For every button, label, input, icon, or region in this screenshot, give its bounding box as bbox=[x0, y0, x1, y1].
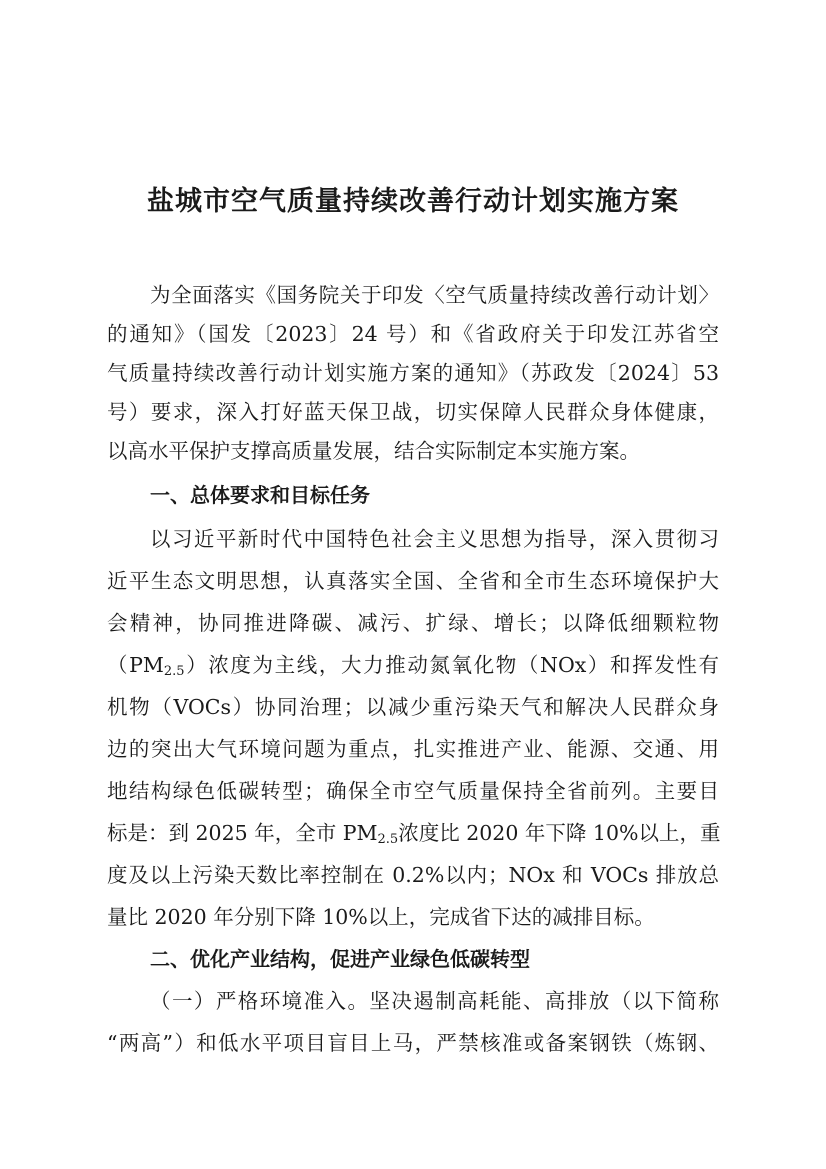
intro-line-3: 气质量持续改善行动计划实施方案的通知》（苏政发〔2024〕53 bbox=[107, 361, 719, 385]
section-1-line-5: 机物（VOCs）协同治理；以减少重污染天气和解决人民群众身 bbox=[107, 695, 719, 719]
pm-suffix: 浓度比 2020 年下降 10%以上，重 bbox=[398, 821, 721, 845]
pm-prefix: 标是：到 2025 年，全市 PM bbox=[107, 821, 378, 845]
section-1-line-1: 以习近平新时代中国特色社会主义思想为指导，深入贯彻习 bbox=[150, 527, 719, 551]
pm-subscript: 2.5 bbox=[377, 832, 399, 847]
section-1-line-7: 地结构绿色低碳转型；确保全市空气质量保持全省前列。主要目 bbox=[107, 779, 719, 803]
section-2-line-2: “两高”）和低水平项目盲目上马，严禁核准或备案钢铁（炼钢、 bbox=[107, 1031, 719, 1055]
section-1-line-8 bbox=[107, 815, 719, 851]
intro-line-2: 的通知》（国发〔2023〕24 号）和《省政府关于印发江苏省空 bbox=[107, 322, 719, 346]
intro-line-5: 以高水平保护支撑高质量发展，结合实际制定本实施方案。 bbox=[107, 439, 640, 463]
section-1-line-10: 量比 2020 年分别下降 10%以上，完成省下达的减排目标。 bbox=[107, 905, 655, 929]
intro-line-4: 号）要求，深入打好蓝天保卫战，切实保障人民群众身体健康， bbox=[107, 400, 719, 424]
section-1-line-2: 近平生态文明思想，认真落实全国、全省和全市生态环境保护大 bbox=[107, 569, 719, 593]
section-2-heading: 二、优化产业结构，促进产业绿色低碳转型 bbox=[150, 947, 530, 971]
section-2-line-1: （一）严格环境准入。坚决遏制高耗能、高排放（以下简称 bbox=[150, 989, 719, 1013]
section-1-line-6: 边的突出大气环境问题为重点，扎实推进产业、能源、交通、用 bbox=[107, 737, 719, 761]
section-1-line-4 bbox=[107, 647, 719, 683]
pm-prefix: （PM bbox=[107, 653, 164, 677]
intro-line-1: 为全面落实《国务院关于印发〈空气质量持续改善行动计划〉 bbox=[150, 283, 719, 307]
pm-suffix: ）浓度为主线，大力推动氮氧化物（NOx）和挥发性有 bbox=[184, 653, 719, 677]
section-1-line-9: 度及以上污染天数比率控制在 0.2%以内；NOx 和 VOCs 排放总 bbox=[107, 863, 719, 887]
section-1-heading: 一、总体要求和目标任务 bbox=[150, 483, 370, 507]
document-title: 盐城市空气质量持续改善行动计划实施方案 bbox=[147, 186, 679, 217]
section-1-line-3: 会精神，协同推进降碳、减污、扩绿、增长；以降低细颗粒物 bbox=[107, 611, 719, 635]
pm-subscript: 2.5 bbox=[163, 664, 185, 679]
